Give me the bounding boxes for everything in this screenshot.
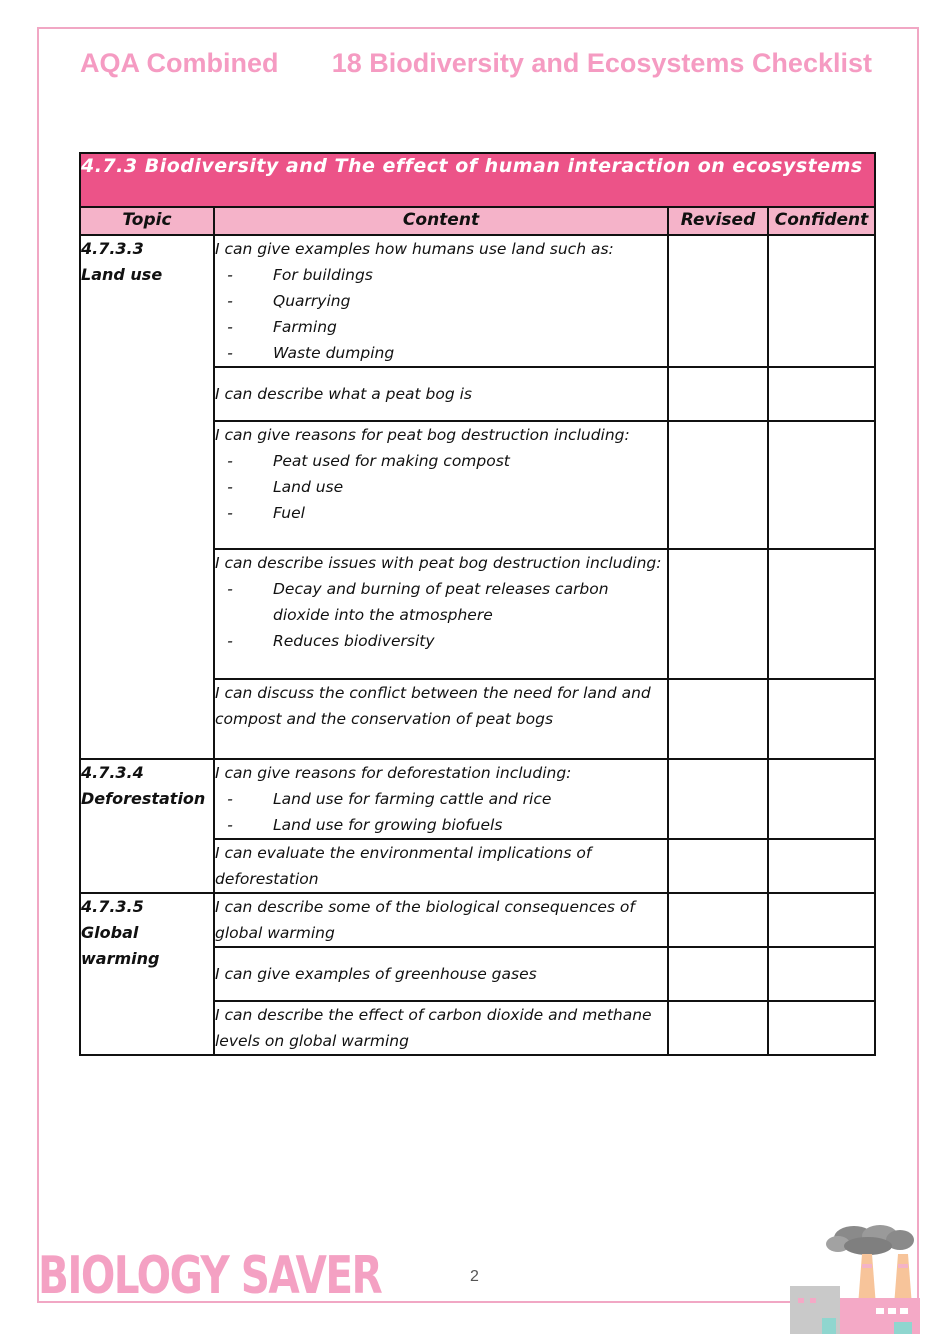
list-item: - Waste dumping <box>215 340 667 366</box>
list-item: - Quarrying <box>215 288 667 314</box>
confident-checkbox[interactable] <box>768 421 875 549</box>
header-course: AQA Combined <box>80 48 279 78</box>
revised-checkbox[interactable] <box>668 1001 768 1055</box>
confident-checkbox[interactable] <box>768 367 875 421</box>
topic-land-use <box>80 235 214 759</box>
confident-checkbox[interactable] <box>768 893 875 947</box>
column-header-confident: Confident <box>768 207 875 235</box>
content-cell <box>214 839 668 893</box>
revised-checkbox[interactable] <box>668 421 768 549</box>
content-text: I can give reasons for deforestation including: <box>215 764 572 782</box>
content-text: I can evaluate the environmental implications of deforestation <box>215 844 592 888</box>
content-cell <box>214 549 668 679</box>
content-cell <box>214 947 668 1001</box>
table-row <box>80 235 875 367</box>
topic-deforestation <box>80 759 214 893</box>
revised-checkbox[interactable] <box>668 679 768 759</box>
list-item: - Farming <box>215 314 667 340</box>
confident-checkbox[interactable] <box>768 1001 875 1055</box>
confident-checkbox[interactable] <box>768 679 875 759</box>
table-title: 4.7.3 Biodiversity and The effect of human interaction on ecosystems <box>80 153 875 207</box>
content-text: I can give reasons for peat bog destruction including: <box>215 426 630 444</box>
topic-number: 4.7.3.5 <box>81 897 144 916</box>
content-text: I can describe issues with peat bog destruction including: <box>215 554 662 572</box>
content-cell <box>214 421 668 549</box>
confident-checkbox[interactable] <box>768 235 875 367</box>
list-item: - Land use for growing biofuels <box>215 812 667 838</box>
revised-checkbox[interactable] <box>668 839 768 893</box>
content-cell <box>214 679 668 759</box>
revised-checkbox[interactable] <box>668 549 768 679</box>
revised-checkbox[interactable] <box>668 235 768 367</box>
biology-saver-logo: BIOLOGY SAVER <box>38 1246 382 1306</box>
revised-checkbox[interactable] <box>668 759 768 839</box>
content-text: I can describe some of the biological consequences of global warming <box>215 898 635 942</box>
smoke-cloud-icon <box>826 1225 914 1255</box>
topic-global-warming <box>80 893 214 1055</box>
column-header-content: Content <box>214 207 668 235</box>
column-header-revised: Revised <box>668 207 768 235</box>
content-cell <box>214 893 668 947</box>
confident-checkbox[interactable] <box>768 947 875 1001</box>
content-cell <box>214 367 668 421</box>
revised-checkbox[interactable] <box>668 367 768 421</box>
confident-checkbox[interactable] <box>768 549 875 679</box>
content-text: I can give examples how humans use land such as: <box>215 240 614 258</box>
topic-number: 4.7.3.4 <box>81 763 144 782</box>
content-cell <box>214 235 668 367</box>
column-header-topic: Topic <box>80 207 214 235</box>
content-cell <box>214 759 668 839</box>
topic-name: Land use <box>81 265 163 284</box>
list-item: - Land use <box>215 474 667 500</box>
list-item: - Reduces biodiversity <box>215 628 667 654</box>
page-number: 2 <box>470 1268 479 1285</box>
list-item: - Peat used for making compost <box>215 448 667 474</box>
topic-number: 4.7.3.3 <box>81 239 144 258</box>
content-cell <box>214 1001 668 1055</box>
revised-checkbox[interactable] <box>668 893 768 947</box>
header-title: 18 Biodiversity and Ecosystems Checklist <box>331 48 872 78</box>
content-text: I can describe the effect of carbon dioxide and methane levels on global warming <box>215 1006 652 1050</box>
content-text: I can give examples of greenhouse gases <box>215 965 537 983</box>
table-row <box>80 759 875 839</box>
factory-illustration-icon <box>788 1214 920 1334</box>
checklist-table <box>79 152 876 1056</box>
page-header <box>80 48 872 79</box>
revised-checkbox[interactable] <box>668 947 768 1001</box>
list-item: - Decay and burning of peat releases carbon dioxide into the atmosphere <box>215 576 667 628</box>
confident-checkbox[interactable] <box>768 759 875 839</box>
list-item: - Fuel <box>215 500 667 526</box>
list-item: - For buildings <box>215 262 667 288</box>
content-text: I can describe what a peat bog is <box>215 385 472 403</box>
content-text: I can discuss the conflict between the need for land and compost and the conservation of peat bogs <box>215 684 651 728</box>
list-item: - Land use for farming cattle and rice <box>215 786 667 812</box>
topic-name: Global warming <box>81 923 160 968</box>
topic-name: Deforestation <box>81 789 206 808</box>
confident-checkbox[interactable] <box>768 839 875 893</box>
table-row <box>80 893 875 947</box>
